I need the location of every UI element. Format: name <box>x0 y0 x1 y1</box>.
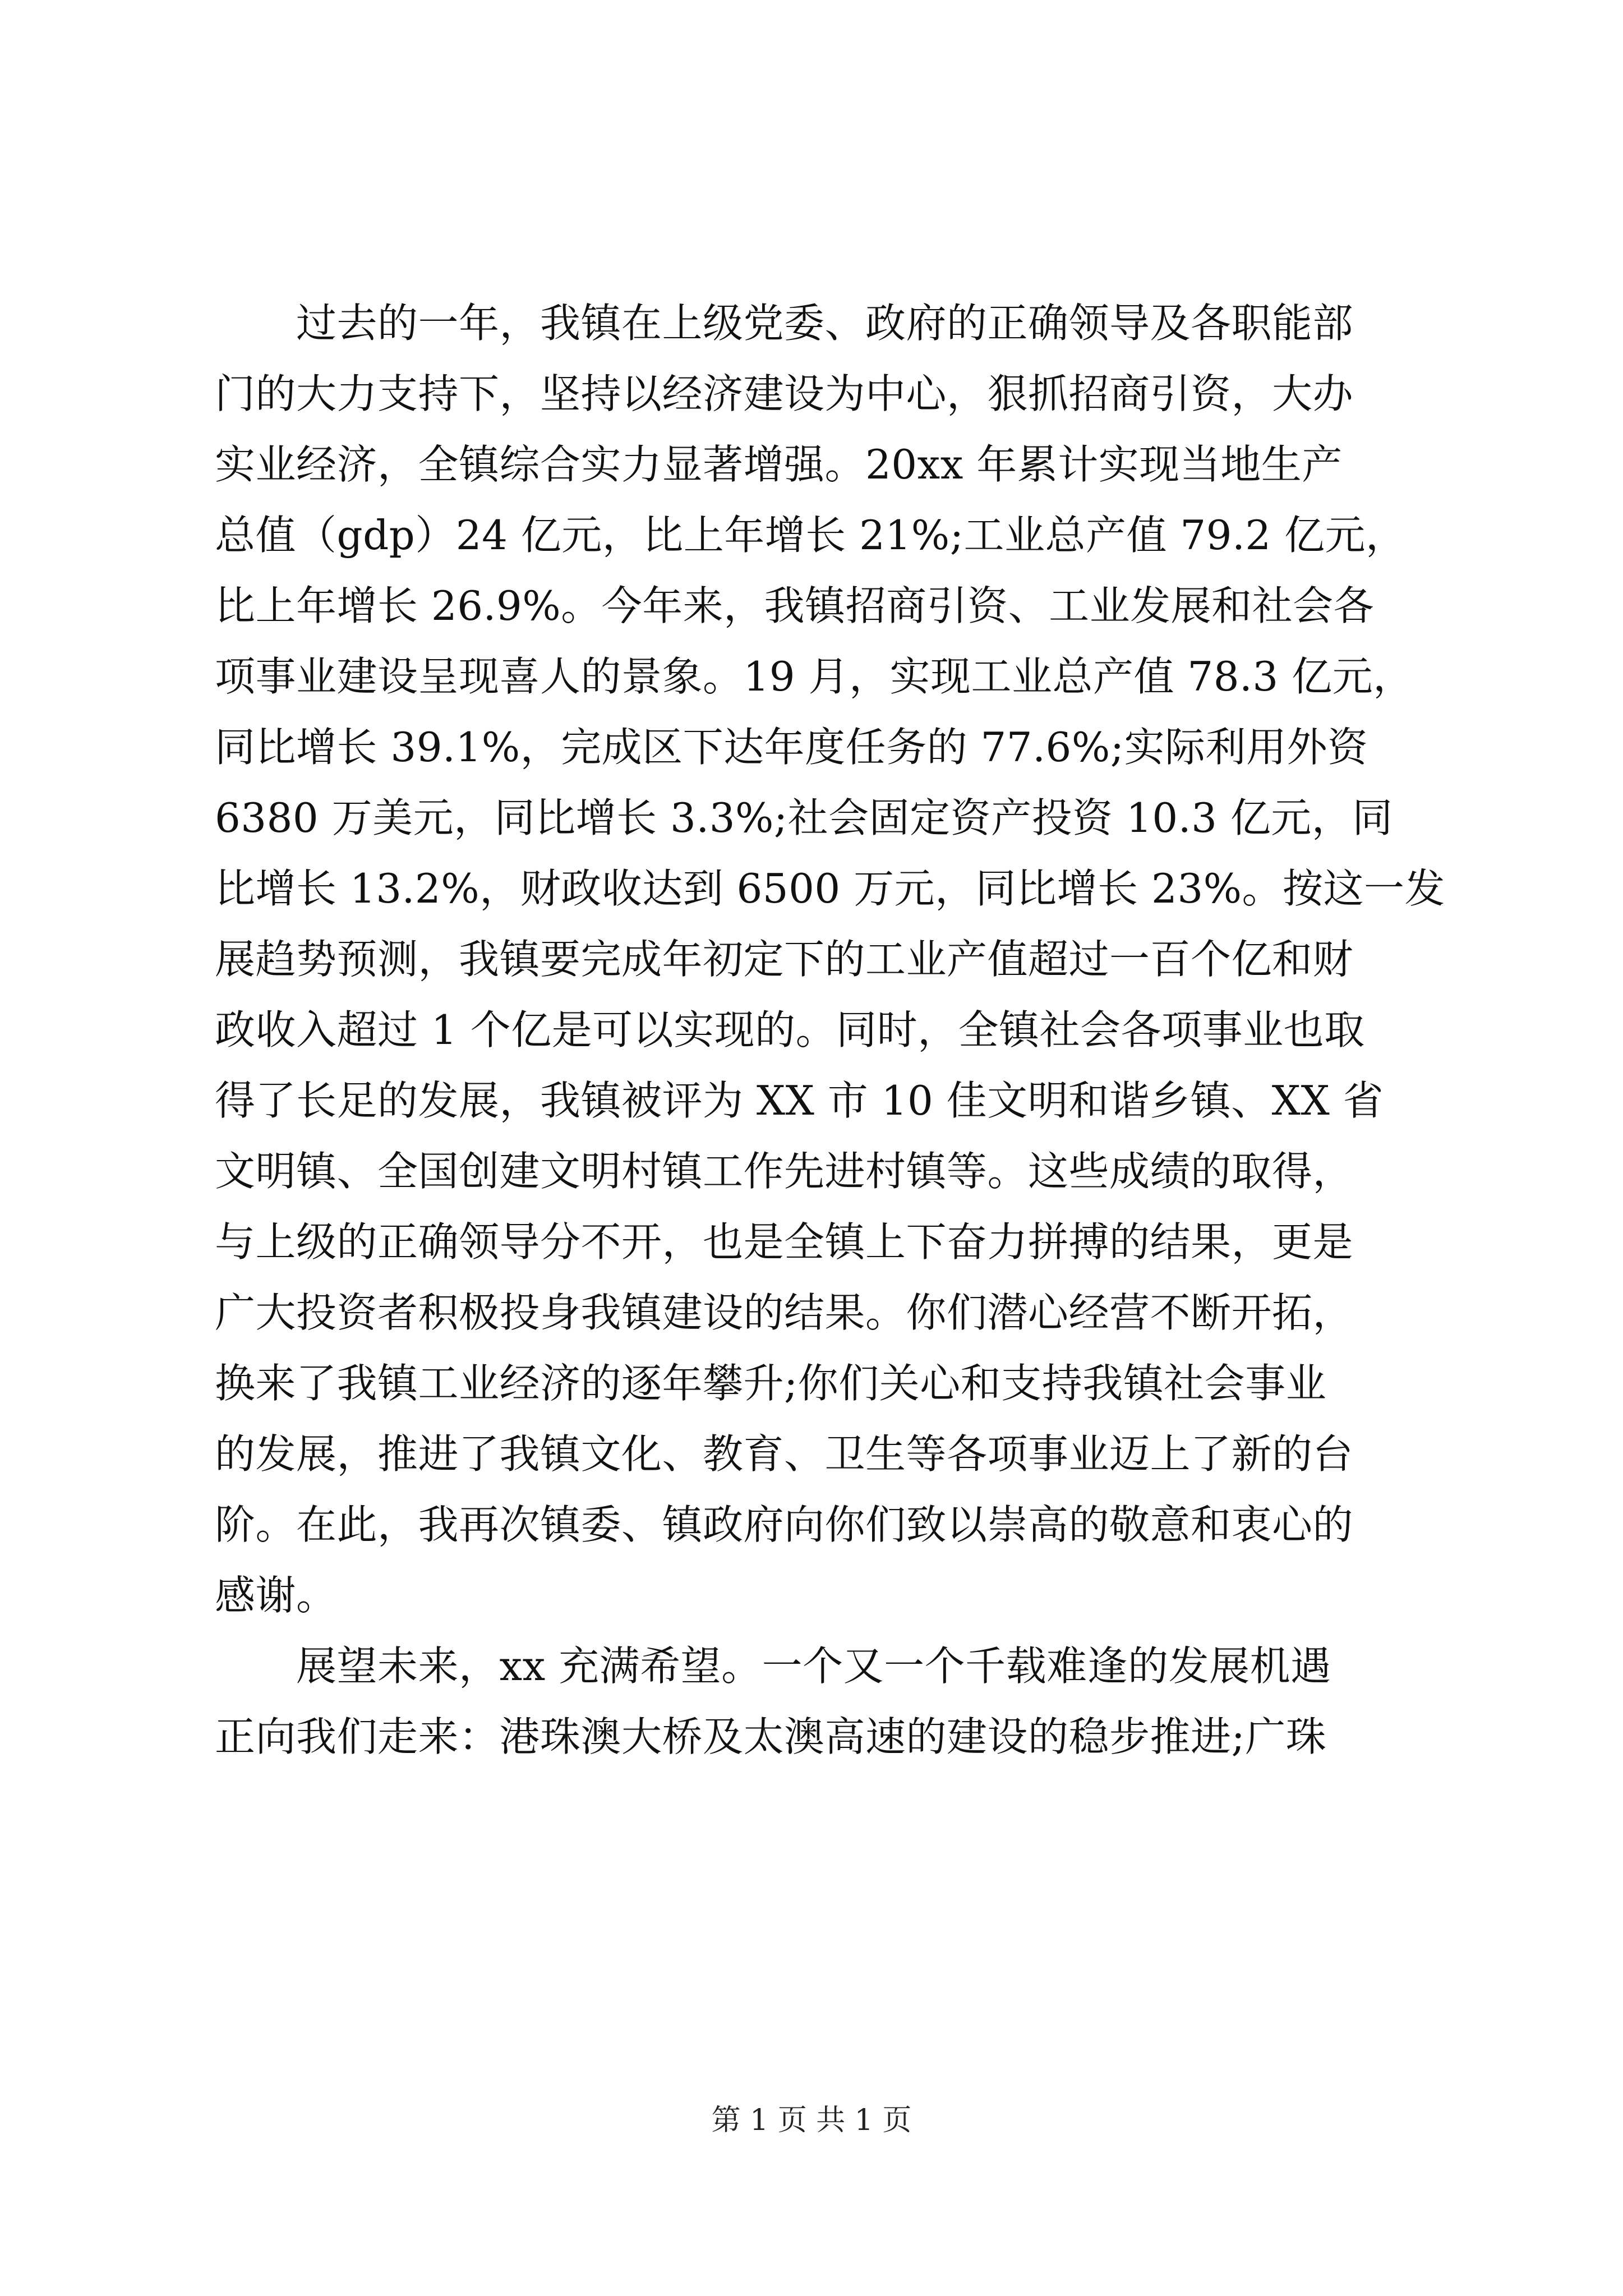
text-line: 比增长 13.2%，财政收达到 6500 万元，同比增长 23%。按这一发 <box>215 865 1446 912</box>
text-line: 政收入超过 1 个亿是可以实现的。同时，全镇社会各项事业也取 <box>215 1006 1365 1053</box>
text-line: 文明镇、全国创建文明村镇工作先进村镇等。这些成绩的取得， <box>215 1148 1354 1195</box>
text-line: 展趋势预测，我镇要完成年初定下的工业产值超过一百个亿和财 <box>215 936 1354 983</box>
text-line: 得了长足的发展，我镇被评为 XX 市 10 佳文明和谐乡镇、XX 省 <box>215 1077 1384 1124</box>
text-line: 广大投资者积极投身我镇建设的结果。你们潜心经营不断开拓， <box>215 1289 1354 1336</box>
text-line: 换来了我镇工业经济的逐年攀升;你们关心和支持我镇社会事业 <box>215 1360 1327 1407</box>
page-footer: 第 1 页 共 1 页 <box>711 2104 912 2137</box>
text-line: 的发展，推进了我镇文化、教育、卫生等各项事业迈上了新的台 <box>215 1430 1354 1478</box>
text-line: 感谢。 <box>215 1572 337 1619</box>
text-line: 展望未来，xx 充满希望。一个又一个千载难逢的发展机遇 <box>215 1642 1331 1690</box>
text-line: 实业经济，全镇综合实力显著增强。20xx 年累计实现当地生产 <box>215 441 1343 488</box>
text-line: 比上年增长 26.9%。今年来，我镇招商引资、工业发展和社会各 <box>215 582 1375 629</box>
text-line: 与上级的正确领导分不开，也是全镇上下奋力拼搏的结果，更是 <box>215 1218 1354 1266</box>
text-line: 正向我们走来：港珠澳大桥及太澳高速的建设的稳步推进;广珠 <box>215 1713 1327 1760</box>
text-line: 同比增长 39.1%，完成区下达年度任务的 77.6%;实际利用外资 <box>215 724 1368 771</box>
text-line: 过去的一年，我镇在上级党委、政府的正确领导及各职能部 <box>215 300 1354 347</box>
text-line: 项事业建设呈现喜人的景象。19 月，实现工业总产值 78.3 亿元， <box>215 653 1414 700</box>
text-line: 6380 万美元，同比增长 3.3%;社会固定资产投资 10.3 亿元，同 <box>215 794 1393 841</box>
text-line: 阶。在此，我再次镇委、镇政府向你们致以崇高的敬意和衷心的 <box>215 1501 1354 1548</box>
text-line: 门的大力支持下，坚持以经济建设为中心，狠抓招商引资，大办 <box>215 370 1354 417</box>
text-line: 总值（gdp）24 亿元，比上年增长 21%;工业总产值 79.2 亿元， <box>215 512 1407 559</box>
